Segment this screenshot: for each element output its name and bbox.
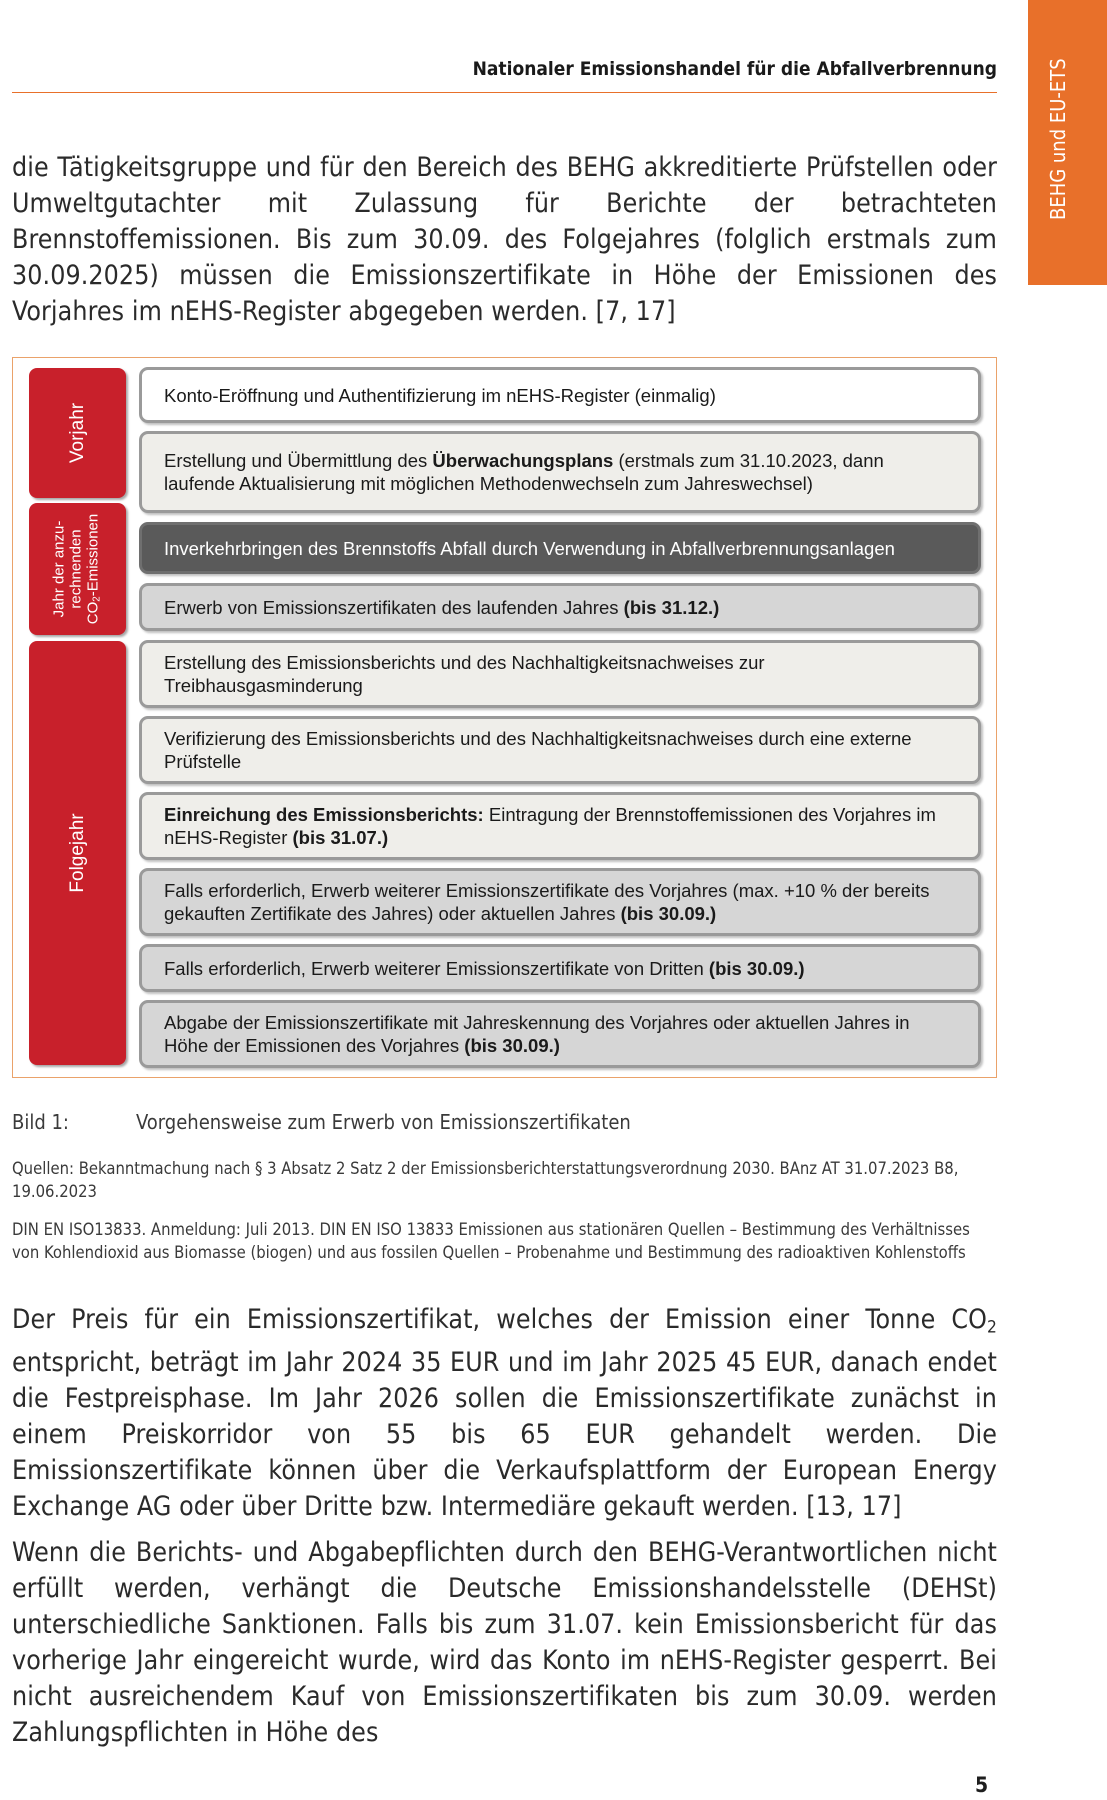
step-konto-eroeffnung: Konto-Eröffnung und Authentifizierung im nEHS-Register (einmalig) (139, 367, 981, 423)
step-erwerb-weitere: Falls erforderlich, Erwerb weiterer Emissionszertifikate des Vorjahres (max. +10 % der bereits gekauften Zertifikate des Jahres) oder aktuellen Jahres (bis 30.09.) (139, 868, 981, 936)
step-verifizierung: Verifizierung des Emissionsberichts und des Nachhaltigkeitsnachweises durch eine externe Prüfstelle (139, 716, 981, 784)
source-note-1: Quellen: Bekanntmachung nach § 3 Absatz 2 Satz 2 der Emissionsberichterstattungsverordnung 2030. BAnz AT 31.07.2023 B8, 19.06.2023 (12, 1159, 959, 1201)
header-rule (12, 92, 997, 93)
page-number: 5 (975, 1773, 989, 1797)
section-tab (1028, 0, 1107, 285)
step-abgabe: Abgabe der Emissionszertifikate mit Jahreskennung des Vorjahres oder aktuellen Jahres in Höhe der Emissionen des Vorjahres (bis 30.09.) (139, 1000, 981, 1068)
step-erwerb-laufendes-jahr: Erwerb von Emissionszertifikaten des laufenden Jahres (bis 31.12.) (139, 583, 981, 631)
section-tab-label: BEHG und EU-ETS (1046, 58, 1070, 220)
caption-text: Vorgehensweise zum Erwerb von Emissionszertifikaten (136, 1110, 631, 1134)
phase-folgejahr-label: Folgejahr (66, 813, 88, 893)
step-erwerb-dritte: Falls erforderlich, Erwerb weiterer Emissionszertifikate von Dritten (bis 30.09.) (139, 944, 981, 992)
caption-label: Bild 1: (12, 1110, 69, 1134)
step-emissionsbericht-erstellung: Erstellung des Emissionsberichts und des Nachhaltigkeitsnachweises zur Treibhausgasminderung (139, 640, 981, 708)
phase-vorjahr (29, 368, 126, 498)
step-inverkehrbringen: Inverkehrbringen des Brennstoffs Abfall durch Verwendung in Abfallverbrennungsanlagen (139, 522, 981, 574)
process-figure (12, 357, 997, 1078)
price-paragraph: Der Preis für ein Emissionszertifikat, welches der Emission einer Tonne $CO_2$ entspricht, beträgt im Jahr 2024 35 EUR und im Jahr 2025 45 EUR, danach endet die Festpreisphase. Im Jahr 2026 sollen die Emissionszertifikate zunächst in einem Preiskorridor von 55 bis 65 EUR gehandelt werden. Die Emissionszertifikate können über die Verkaufsplattform der European Energy Exchange AG oder über Dritte bzw. Intermediäre gekauft werden. [13, 17] (12, 1304, 997, 1523)
running-head: Nationaler Emissionshandel für die Abfallverbrennung (472, 58, 997, 80)
sanction-paragraph: Wenn die Berichts- und Abgabepflichten durch den BEHG-Verantwortlichen nicht erfüllt werden, verhängt die Deutsche Emissionshandelsstelle (DEHSt) unterschiedliche Sanktionen. Falls bis zum 31.07. kein Emissionsbericht für das vorherige Jahr eingereicht wurde, wird das Konto im nEHS-Register gesperrt. Bei nicht ausreichendem Kauf von Emissionszertifikaten bis zum 30.09. werden Zahlungspflichten in Höhe des (12, 1537, 997, 1748)
phase-vorjahr-label: Vorjahr (66, 402, 88, 464)
phase-jahr (29, 503, 126, 635)
source-note-2: DIN EN ISO13833. Anmeldung: Juli 2013. DIN EN ISO 13833 Emissionen aus stationären Quellen – Bestimmung des Verhältnisses von Kohlendioxid aus Biomasse (biogen) und aus fossilen Quellen – Probenahme und Bestimmung des radioaktiven Kohlenstoffs (12, 1220, 970, 1262)
phase-jahr-label: Jahr der anzu- rechnenden $CO_2$-Emissionen (49, 513, 103, 625)
step-einreichung: Einreichung des Emissionsberichts: Eintragung der Brennstoffemissionen des Vorjahres im nEHS-Register (bis 31.07.) (139, 792, 981, 860)
phase-folgejahr (29, 641, 126, 1065)
intro-paragraph: die Tätigkeitsgruppe und für den Bereich des BEHG akkreditierte Prüfstellen oder Umweltgutachter mit Zulassung für Berichte der betrachteten Brennstoffemissionen. Bis zum 30.09. des Folgejahres (folglich erstmals zum 30.09.2025) müssen die Emissionszertifikate in Höhe der Emissionen des Vorjahres im nEHS-Register abgegeben werden. [7, 17] (12, 152, 997, 327)
figure-caption (12, 1110, 631, 1134)
step-ueberwachungsplan: Erstellung und Übermittlung des Überwachungsplans (erstmals zum 31.10.2023, dann laufende Aktualisierung mit möglichen Methodenwechseln zum Jahreswechsel) (139, 431, 981, 513)
